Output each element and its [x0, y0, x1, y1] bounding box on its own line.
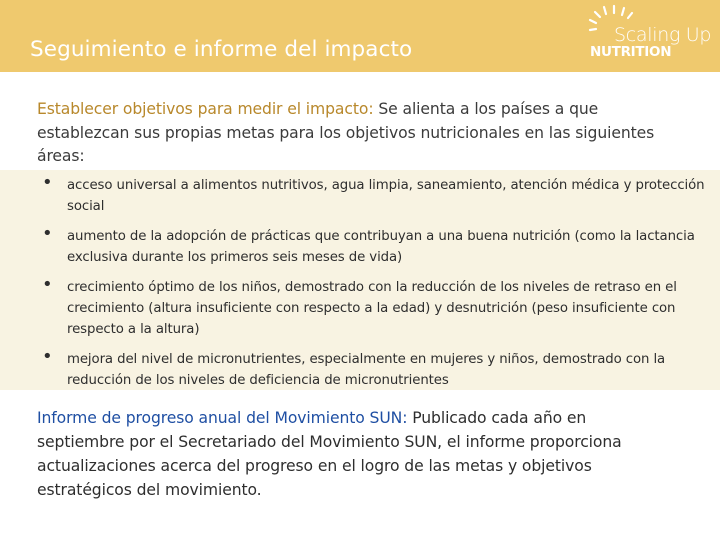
report-heading: Informe de progreso anual del Movimiento SUN:: [37, 409, 408, 427]
header-bar: [0, 0, 720, 72]
bullet-dot-icon: •: [42, 172, 53, 193]
list-item-text: aumento de la adopción de prácticas que contribuyan a una buena nutrición (como la lactancia exclusiva durante los primeros seis meses de vida): [67, 229, 695, 265]
intro-heading: Establecer objetivos para medir el impacto:: [37, 100, 374, 118]
report-paragraph: [37, 406, 637, 502]
bullet-dot-icon: •: [42, 346, 53, 367]
logo-script-text: Scaling Up: [614, 24, 712, 46]
logo-wordmark: NUTRITION: [590, 44, 672, 60]
intro-paragraph: [37, 98, 687, 169]
list-item-text: mejora del nivel de micronutrientes, especialmente en mujeres y niños, demostrado con la reducción de los niveles de deficiencia de micronutrientes: [67, 352, 666, 388]
list-item-text: acceso universal a alimentos nutritivos, agua limpia, saneamiento, atención médica y protección social: [67, 178, 705, 214]
list-item-text: crecimiento óptimo de los niños, demostrado con la reducción de los niveles de retraso en el crecimiento (altura insuficiente con respecto a la edad) y desnutrición (peso insuficiente con respecto a la altura): [67, 280, 677, 337]
goal-areas-list: [40, 172, 715, 400]
page-title: Seguimiento e informe del impacto: [30, 37, 413, 62]
list-item: [40, 172, 715, 217]
list-item: [40, 223, 715, 268]
report-text: Publicado cada año en septiembre por el Secretariado del Movimiento SUN, el informe proporciona actualizaciones acerca del progreso en el logro de las metas y objetivos estratégicos del movimiento.: [37, 409, 622, 499]
bullet-dot-icon: •: [42, 274, 53, 295]
scaling-up-nutrition-logo: [584, 4, 716, 66]
intro-text: Se alienta a los países a que establezcan sus propias metas para los objetivos nutricionales en las siguientes áreas:: [37, 100, 655, 165]
bullet-dot-icon: •: [42, 223, 53, 244]
list-item: [40, 346, 715, 391]
list-item: [40, 274, 715, 340]
